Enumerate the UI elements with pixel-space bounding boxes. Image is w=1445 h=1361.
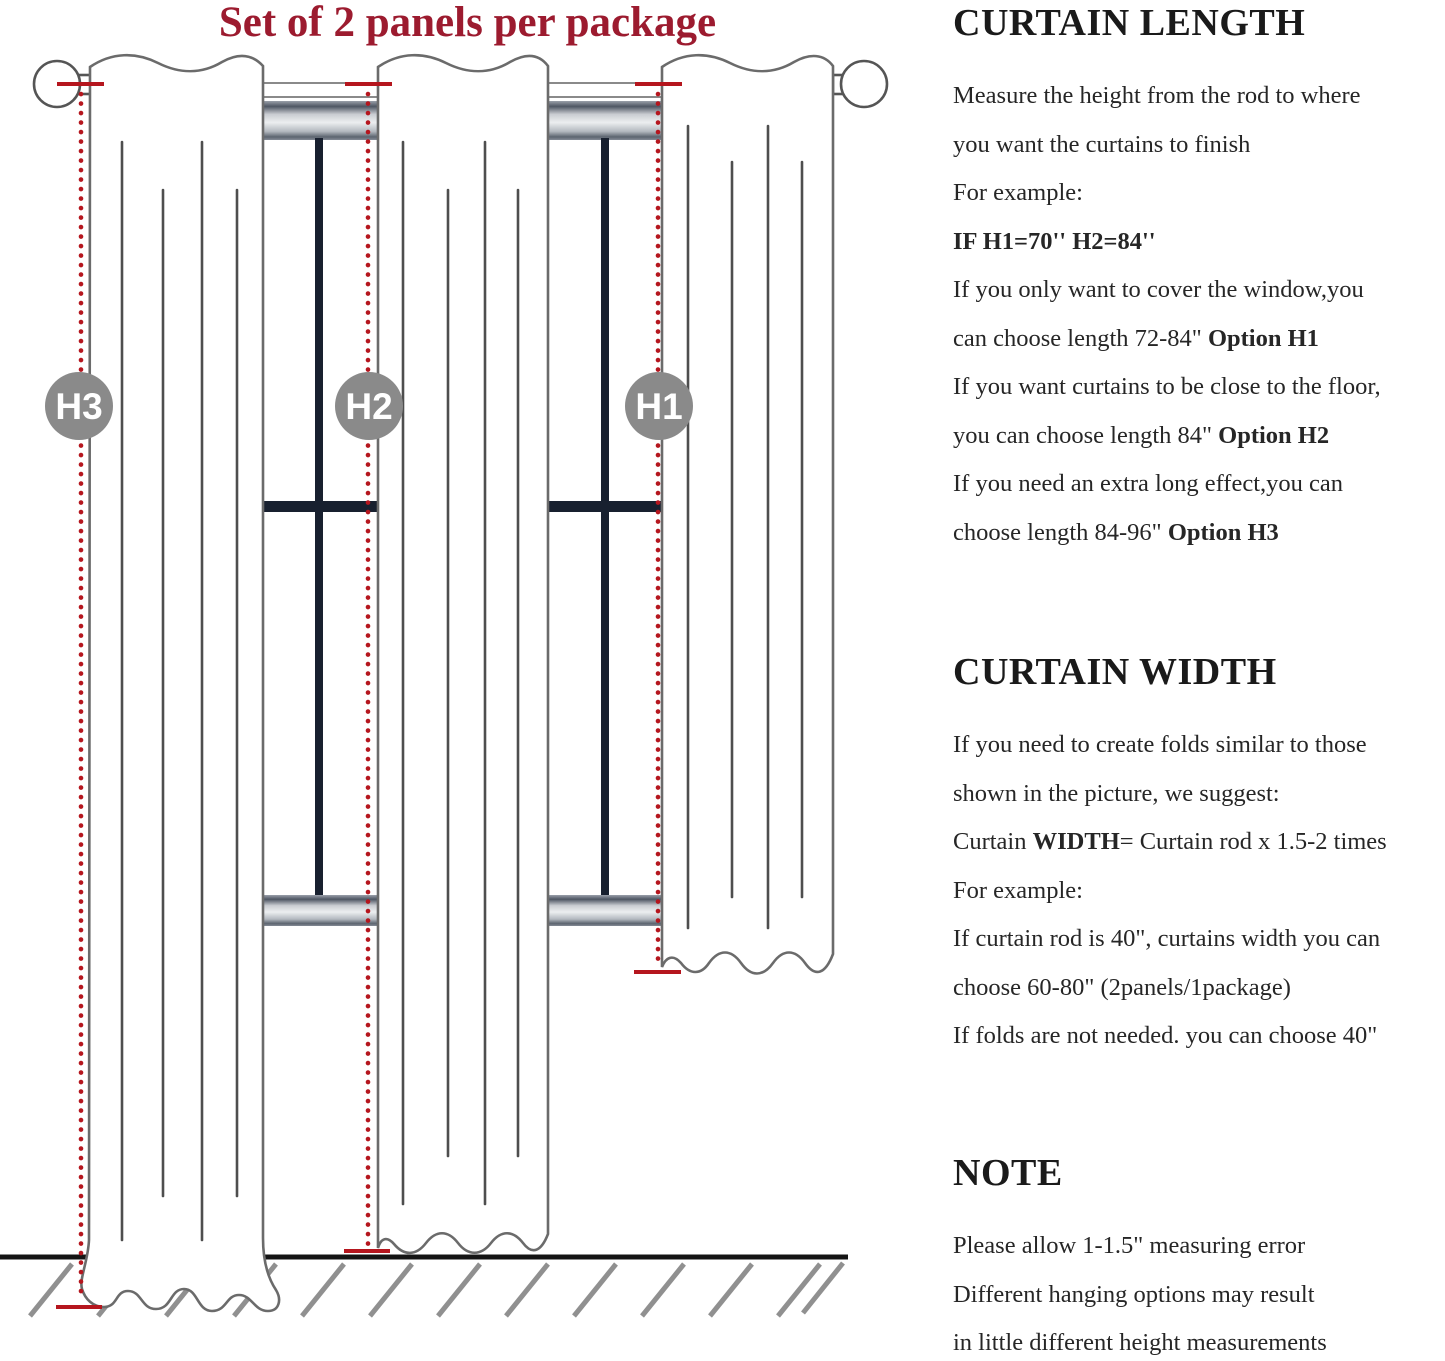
section-lines <box>953 721 1445 1061</box>
section-heading: NOTE <box>953 1152 1063 1194</box>
text-segment-bold: Option H1 <box>1207 324 1319 352</box>
text-line <box>953 266 1445 315</box>
text-segment: If folds are not needed. you can choose 40" <box>953 1022 1378 1049</box>
window-pane-2 <box>548 83 662 926</box>
section-note <box>953 1150 1445 1361</box>
text-line <box>953 460 1445 509</box>
curtain-rod-bar <box>263 101 378 140</box>
curtain-panel-h3 <box>81 55 279 1311</box>
window-muntin-vertical <box>601 138 609 898</box>
text-line <box>953 363 1445 412</box>
text-line <box>953 867 1445 916</box>
window-muntin-horizontal <box>548 501 662 512</box>
text-line <box>953 315 1445 364</box>
text-line <box>953 1222 1445 1271</box>
text-line <box>953 412 1445 461</box>
text-line <box>953 509 1445 558</box>
section-lines <box>953 72 1445 557</box>
text-segment: choose length 84-96" <box>953 518 1168 546</box>
text-segment: If you want curtains to be close to the floor, <box>953 373 1381 400</box>
text-line <box>953 770 1445 819</box>
window-muntin-vertical <box>315 138 323 898</box>
text-line <box>953 72 1445 121</box>
curtain-rod-bar <box>548 101 662 140</box>
window-sill <box>548 895 662 926</box>
section-curtain-width <box>953 649 1445 1061</box>
rod-finial-right <box>841 61 887 107</box>
text-segment: If you only want to cover the window,you <box>953 276 1364 303</box>
text-segment: Please allow 1-1.5" measuring error <box>953 1232 1306 1259</box>
window-pane-1 <box>263 83 378 926</box>
badge-h1-label: H1 <box>635 386 683 427</box>
text-line <box>953 964 1445 1013</box>
badge-h2-label: H2 <box>345 386 393 427</box>
window-muntin-horizontal <box>263 501 378 512</box>
text-line <box>953 1012 1445 1061</box>
text-segment: in little different height measurements <box>953 1329 1327 1356</box>
text-line <box>953 169 1445 218</box>
text-segment: For example: <box>953 179 1083 206</box>
text-line <box>953 1319 1445 1361</box>
badge-h2 <box>335 372 403 440</box>
text-segment: shown in the picture, we suggest: <box>953 779 1280 807</box>
text-segment: Measure the height from the rod to where <box>953 82 1361 109</box>
text-segment: If curtain rod is 40", curtains width you can <box>953 925 1381 952</box>
text-segment: If you need to create folds similar to those <box>953 731 1367 758</box>
text-segment-bold: Option H2 <box>1218 421 1330 449</box>
text-line <box>953 1271 1445 1320</box>
text-segment: choose 60-80" (2panels/1package) <box>953 973 1291 1001</box>
diagram-title: Set of 2 panels per package <box>218 0 717 46</box>
section-curtain-length <box>953 0 1445 557</box>
text-segment: can choose length 72-84" <box>953 324 1208 352</box>
text-segment-bold: Option H3 <box>1167 518 1279 546</box>
badge-h3-label: H3 <box>55 386 103 427</box>
section-lines <box>953 1222 1445 1361</box>
text-segment: you can choose length 84" <box>953 421 1219 449</box>
text-segment: Different hanging options may result <box>953 1280 1315 1308</box>
section-heading: CURTAIN LENGTH <box>953 2 1306 44</box>
text-segment-bold: IF H1=70'' H2=84'' <box>953 227 1156 255</box>
text-segment: Curtain <box>953 828 1033 855</box>
text-line <box>953 121 1445 170</box>
text-segment: If you need an extra long effect,you can <box>953 470 1344 497</box>
text-segment-bold: WIDTH <box>1032 828 1120 855</box>
text-segment: = Curtain rod x 1.5-2 times <box>1119 828 1387 855</box>
curtain-panel-h2 <box>378 55 548 1253</box>
badge-h3 <box>45 372 113 440</box>
badge-h1 <box>625 372 693 440</box>
window-sill <box>263 895 378 926</box>
curtain-panel-h1 <box>662 55 833 973</box>
section-heading: CURTAIN WIDTH <box>953 651 1277 693</box>
text-segment: For example: <box>953 876 1083 904</box>
text-line <box>953 218 1445 267</box>
text-line <box>953 721 1445 770</box>
text-line <box>953 915 1445 964</box>
text-line <box>953 818 1445 867</box>
text-segment: you want the curtains to finish <box>953 130 1251 158</box>
